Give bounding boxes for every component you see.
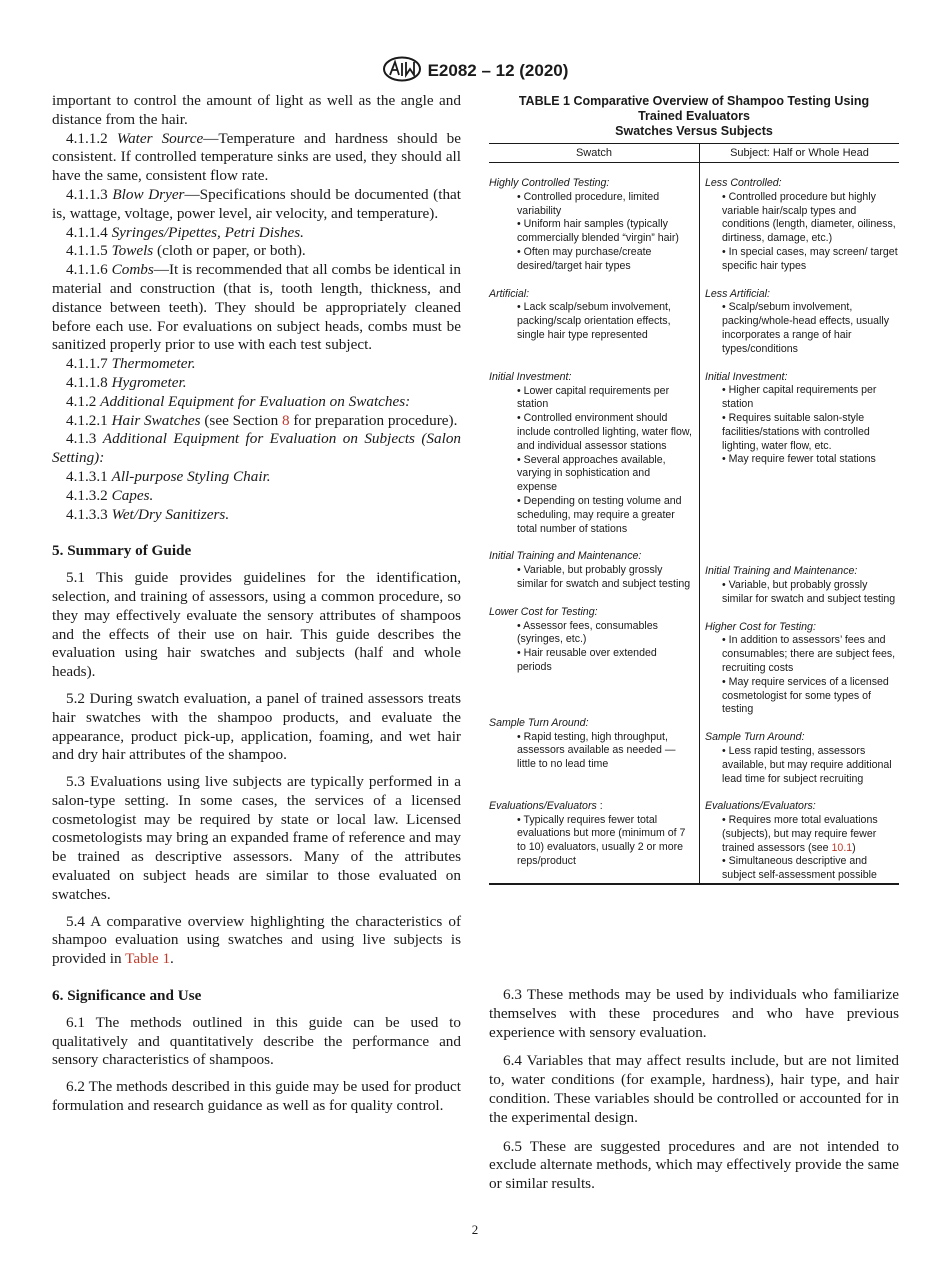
paragraph: 5.3 Evaluations using live subjects are typically performed in a salon-type setting. In some cases, the services of a licensed cosmetologist may be required by state or local law. Licensed cosmetologists may bring an expanded frame of reference and may be trained as descriptive assessors. Many of the attributes evaluated on subject heads are similar to those evaluated on swatches. xyxy=(52,773,461,903)
table-1-link[interactable]: Table 1 xyxy=(125,950,171,968)
paragraph: 4.1.3 Additional Equipment for Evaluation on Subjects (Salon Setting): xyxy=(52,430,462,467)
table-caption: TABLE 1 Comparative Overview of Shampoo Testing Using Trained Evaluators Swatches Versus Subjects xyxy=(518,94,870,138)
swatch-column: Highly Controlled Testing: • Controlled procedure, limited variability • Uniform hair samples (typically commercially blended “virgin” hair) • Often may purchase/create desired/target hair types Artificial: • Lack scalp/sebum involvement, packing/scalp orientation effects, single hair type represented Initial Investment: • Lower capital requirements per station • Controlled environment should include controlled lighting, water flow, and individual assessor stations • Several approaches available, varying in sophistication and expense • Depending on testing volume and scheduling, may require a greater total number of stations Initial Training and Maintenance: • Variable, but probably grossly similar for swatch and subject testing Lower Cost for Testing: • Assessor fees, consumables (syringes, etc.) • Hair reusable over extended periods Sample Turn Around: • Rapid testing, high throughput, assessors available as needed — little to no lead time Evaluations/Evaluators : • Typically requires fewer total evaluations but more (minimum of 7 to 10) evaluators, usually 2 or more reps/product xyxy=(489,177,692,868)
astm-logo-icon xyxy=(382,56,422,82)
paragraph: 4.1.3.1 All-purpose Styling Chair. xyxy=(66,467,271,485)
table-header xyxy=(489,144,899,163)
paragraph: 6.4 Variables that may affect results include, but are not limited to, water conditions (for example, hardness), hair type, and hair condition. These variables should be controlled or accounted for in the experimental design. xyxy=(489,1052,899,1126)
paragraph: important to control the amount of light as well as the angle and distance from the hair. xyxy=(52,92,461,128)
paragraph: 4.1.1.2 Water Source—Temperature and hardness should be consistent. If controlled temperature sinks are used, they should all have the same, consistent flow rate. xyxy=(52,129,461,185)
paragraph: 4.1.1.6 Combs—It is recommended that all combs be identical in material and construction (that is, tooth length, thickness, and distance between teeth). They should be appropriately cleaned before each use. For evaluations on subject heads, combs must be sanitized properly prior to use with each test subject. xyxy=(52,261,461,354)
left-column xyxy=(52,92,461,1116)
paragraph: 4.1.2.1 Hair Swatches (see Section 8 for preparation procedure). xyxy=(66,411,458,429)
paragraph: 5.1 This guide provides guidelines for the identification, selection, and training of assessors, using a common procedure, so they may effectively evaluate the sensory attributes of shampoos and the effects of their use on hair. This guide describes the evaluation using hair swatches and subjects (half and whole heads). xyxy=(52,569,461,681)
paragraph: 5.4 A comparative overview highlighting the characteristics of shampoo evaluation using swatches and using live subjects is provided in Table 1. xyxy=(52,912,461,968)
column-header-subject: Subject: Half or Whole Head xyxy=(699,144,899,162)
subject-column: Less Controlled: • Controlled procedure but highly variable hair/scalp types and conditions (length, diameter, oiliness, dirtiness, damage, etc.) • In special cases, may screen/ target specific hair types Less Artificial: • Scalp/sebum involvement, packing/whole-head effects, usually incorporates a range of hair types/conditions Initial Investment: • Higher capital requirements per station • Requires suitable salon-style facilities/stations with controlled lighting, water flow, etc. • May require fewer total stations Initial Training and Maintenance: • Variable, but probably grossly similar for swatch and subject testing Higher Cost for Testing: • In addition to assessors’ fees and consumables; there are subject fees, recruiting costs • May require services of a licensed cosmetologist for some types of testing Sample Turn Around: • Less rapid testing, assessors available, but may require additional lead time for subject recruiting Evaluations/Evaluators: • Requires more total evaluations (subjects), but may require fewer trained assessors (see 10.1) • Simultaneous descriptive and subject self-assessment possible xyxy=(699,163,899,883)
paragraph: 6.5 These are suggested procedures and are not intended to exclude alternate methods, which may effectively provide the same or similar results. xyxy=(489,1137,899,1193)
column-header-swatch: Swatch xyxy=(575,147,613,159)
paragraph: 6.1 The methods outlined in this guide can be used to qualitatively and quantitatively describe the performance and sensory characteristics of shampoos. xyxy=(52,1013,461,1069)
paragraph: 4.1.1.7 Thermometer. xyxy=(66,355,196,373)
paragraph: 5.2 During swatch evaluation, a panel of trained assessors treats hair swatches with the shampoo products, and evaluate the appearance, product pick-up, application, foaming, and wet hair and dry hair attributes of the shampoo. xyxy=(52,689,461,764)
comparison-table xyxy=(489,143,899,885)
section-heading-6: 6. Significance and Use xyxy=(52,987,202,1005)
table-body xyxy=(489,163,899,883)
paragraph: 6.3 These methods may be used by individuals who familiarize themselves with these procedures and who have previous experience with sensory evaluation. xyxy=(489,986,899,1041)
paragraph: 6.2 The methods described in this guide may be used for product formulation and research guidance as well as for quality control. xyxy=(52,1078,461,1115)
paragraph: 4.1.1.8 Hygrometer. xyxy=(66,373,187,391)
paragraph: 4.1.1.4 Syringes/Pipettes, Petri Dishes. xyxy=(66,223,304,241)
paragraph: 4.1.1.3 Blow Dryer—Specifications should be documented (that is, wattage, voltage, power level, air velocity, and temperature). xyxy=(52,185,461,222)
section-10-1-link[interactable]: 10.1 xyxy=(831,841,853,854)
paragraph: 4.1.3.2 Capes. xyxy=(66,486,154,504)
paragraph: 4.1.1.5 Towels (cloth or paper, or both). xyxy=(66,242,306,260)
paragraph: 4.1.2 Additional Equipment for Evaluation on Swatches: xyxy=(66,392,411,410)
document-designation: E2082 – 12 (2020) xyxy=(427,61,569,80)
right-column-text xyxy=(489,986,899,1204)
section-heading-5: 5. Summary of Guide xyxy=(52,542,192,560)
page-number: 2 xyxy=(471,1222,479,1237)
page-header xyxy=(0,56,950,82)
section-8-link[interactable]: 8 xyxy=(281,411,290,429)
paragraph: 4.1.3.3 Wet/Dry Sanitizers. xyxy=(66,505,230,523)
